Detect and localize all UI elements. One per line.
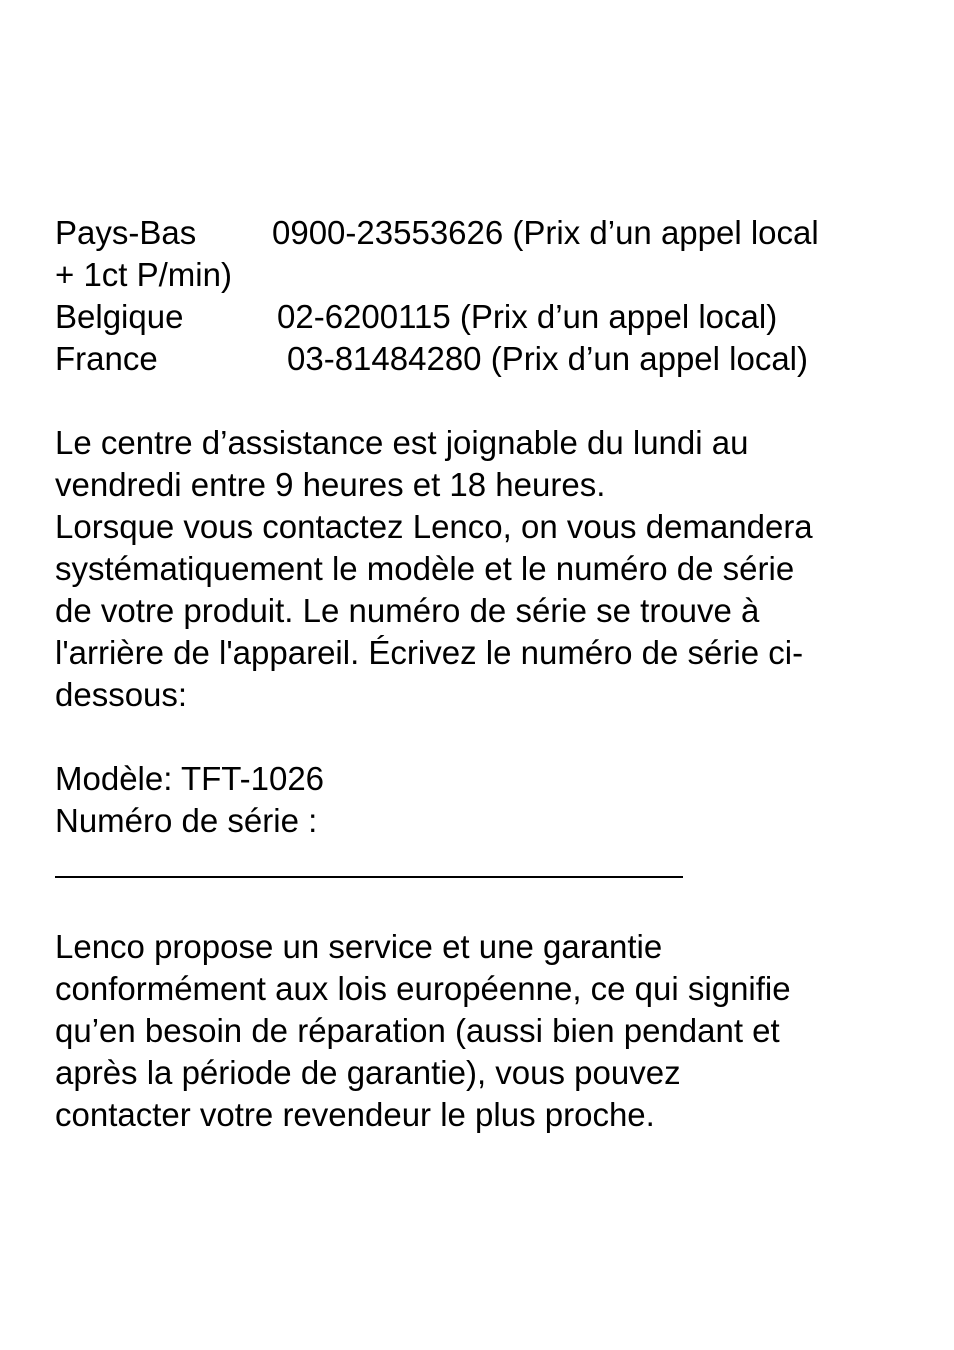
text-line: vendredi entre 9 heures et 18 heures. bbox=[55, 466, 606, 503]
text-line: l'arrière de l'appareil. Écrivez le numéro de série ci- bbox=[55, 634, 804, 671]
text-line: qu’en besoin de réparation (aussi bien pendant et bbox=[55, 1012, 780, 1049]
text-line: Le centre d’assistance est joignable du lundi au bbox=[55, 424, 749, 461]
model-info bbox=[55, 758, 905, 884]
text-line: contacter votre revendeur le plus proche. bbox=[55, 1096, 655, 1133]
phone-number: 03-81484280 (Prix d’un appel local) bbox=[287, 340, 809, 377]
underline-rule bbox=[55, 876, 683, 878]
text-line: dessous: bbox=[55, 676, 188, 713]
model-line: Modèle: TFT-1026 bbox=[55, 760, 325, 797]
spacer bbox=[55, 884, 905, 926]
phone-number-continuation: + 1ct P/min) bbox=[55, 256, 232, 293]
serial-number-blank bbox=[55, 842, 905, 884]
warranty-paragraph bbox=[55, 926, 905, 1136]
document-page bbox=[55, 212, 905, 1136]
support-paragraph bbox=[55, 422, 905, 716]
country-label: Belgique bbox=[55, 298, 184, 335]
serial-label: Numéro de série : bbox=[55, 802, 318, 839]
spacer bbox=[55, 716, 905, 758]
text-line: Lenco propose un service et une garantie bbox=[55, 928, 663, 965]
country-label: France bbox=[55, 340, 158, 377]
text-line: conformément aux lois européenne, ce qui signifie bbox=[55, 970, 791, 1007]
country-label: Pays-Bas bbox=[55, 214, 197, 251]
text-line: de votre produit. Le numéro de série se trouve à bbox=[55, 592, 760, 629]
contact-row-france bbox=[55, 338, 905, 380]
phone-number: 02-6200115 (Prix d’un appel local) bbox=[277, 298, 778, 335]
text-line: systématiquement le modèle et le numéro de série bbox=[55, 550, 795, 587]
spacer bbox=[55, 380, 905, 422]
phone-number: 0900-23553626 (Prix d’un appel local bbox=[272, 214, 819, 251]
text-line: après la période de garantie), vous pouvez bbox=[55, 1054, 681, 1091]
text-line: Lorsque vous contactez Lenco, on vous demandera bbox=[55, 508, 813, 545]
contact-row-belgium bbox=[55, 296, 905, 338]
contact-row-netherlands bbox=[55, 212, 905, 254]
